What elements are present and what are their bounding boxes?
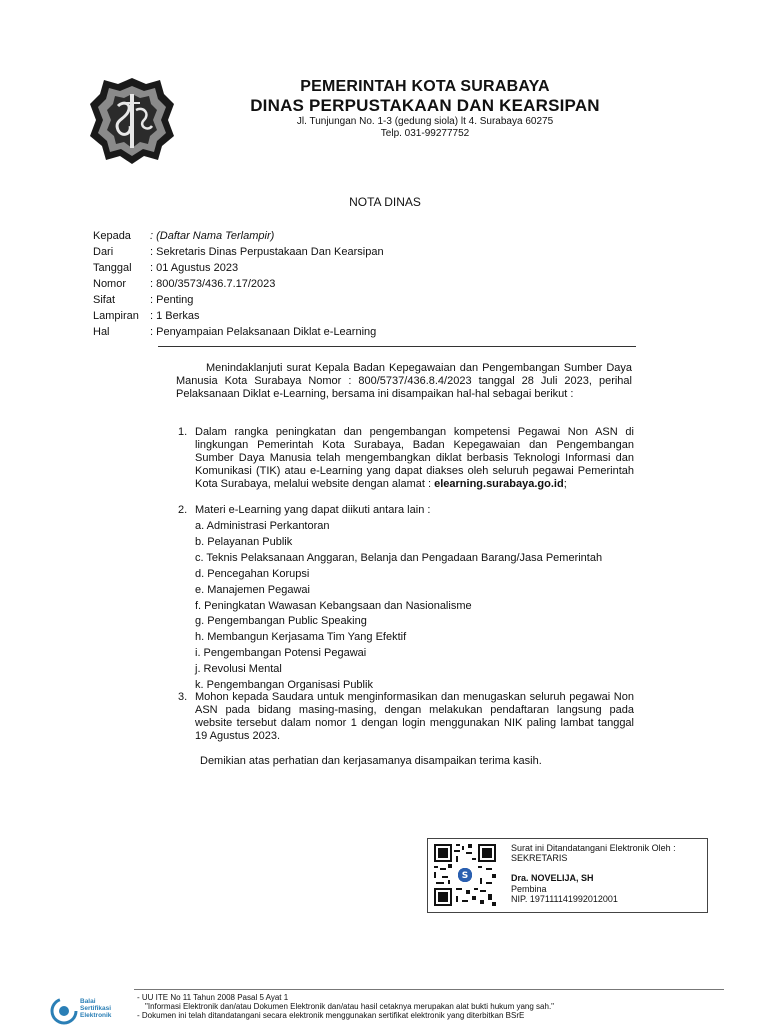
list-item-3-number: 3. bbox=[178, 691, 188, 703]
materi-item: g. Pengembangan Public Speaking bbox=[195, 615, 367, 627]
surabaya-emblem-logo bbox=[88, 76, 176, 166]
letterhead-line1: PEMERINTAH KOTA SURABAYA bbox=[300, 78, 550, 95]
list-item-1-number: 1. bbox=[178, 426, 188, 438]
meta-label-sifat: Sifat bbox=[93, 294, 116, 306]
materi-item: j. Revolusi Mental bbox=[195, 663, 282, 675]
meta-value-dari: : Sekretaris Dinas Perpustakaan Dan Kearsipan bbox=[150, 246, 384, 258]
list-item-3-text: Mohon kepada Saudara untuk menginformasikan dan menugaskan seluruh pegawai Non ASN pada bidang masing-masing, dengan melakukan pendaftaran langsung pada website tersebut dalam nomor 1 dengan login menggunakan NIK paling lambat tanggal 19 Agustus 2023. bbox=[195, 691, 634, 742]
meta-label-hal: Hal bbox=[93, 326, 110, 338]
bsre-label bbox=[80, 998, 111, 1019]
meta-label-lampiran: Lampiran bbox=[93, 310, 139, 322]
bsre-label-line: Sertifikasi bbox=[80, 1005, 112, 1012]
list-item-2-number: 2. bbox=[178, 504, 188, 516]
materi-item: f. Peningkatan Wawasan Kebangsaan dan Nasionalisme bbox=[195, 600, 472, 612]
materi-item: e. Manajemen Pegawai bbox=[195, 584, 310, 596]
meta-value-kepada-text: : (Daftar Nama Terlampir) bbox=[150, 230, 275, 242]
meta-label-nomor: Nomor bbox=[93, 278, 127, 290]
materi-item: i. Pengembangan Potensi Pegawai bbox=[195, 647, 367, 659]
list-item-2 bbox=[178, 504, 634, 517]
meta-value-lampiran: : 1 Berkas bbox=[150, 310, 200, 322]
elearning-url: elearning.surabaya.go.id bbox=[434, 478, 564, 490]
bsre-label-line: Balai bbox=[80, 998, 96, 1005]
signature-caption: Surat ini Ditandatangani Elektronik Oleh : bbox=[511, 843, 676, 853]
signature-position: SEKRETARIS bbox=[511, 853, 568, 863]
materi-item: a. Administrasi Perkantoran bbox=[195, 520, 330, 532]
letterhead-telp: Telp. 031-99277752 bbox=[380, 128, 470, 139]
signer-rank: Pembina bbox=[511, 884, 547, 894]
meta-value-hal: : Penyampaian Pelaksanaan Diklat e-Learning bbox=[150, 326, 377, 338]
list-item-1-text bbox=[195, 426, 634, 491]
document-title: NOTA DINAS bbox=[349, 195, 421, 209]
materi-item: k. Pengembangan Organisasi Publik bbox=[195, 679, 373, 691]
meta-label-kepada: Kepada bbox=[93, 230, 131, 242]
opening-paragraph: Menindaklanjuti surat Kepala Badan Kepegawaian dan Pengembangan Sumber Daya Manusia Kota Surabaya Nomor : 800/5737/436.8.4/2023 tanggal 28 Juli 2023, perihal Pelaksanaan Diklat e-Learning, bersama ini disampaikan hal-hal sebagai berikut : bbox=[176, 362, 632, 400]
closing-paragraph: Demikian atas perhatian dan kerjasamanya disampaikan terima kasih. bbox=[200, 755, 542, 767]
letterhead-address: Jl. Tunjungan No. 1-3 (gedung siola) lt 4. Surabaya 60275 bbox=[296, 116, 554, 127]
footer-line-3: - Dokumen ini telah ditandatangani secara elektronik menggunakan sertifikat elektronik yang diterbitkan BSrE bbox=[137, 1011, 525, 1020]
materi-item: c. Teknis Pelaksanaan Anggaran, Belanja dan Pengadaan Barang/Jasa Pemerintah bbox=[195, 552, 603, 564]
list-item-1-body: Dalam rangka peningkatan dan pengembangan kompetensi Pegawai Non ASN di lingkungan Pemerintah Kota Surabaya, Badan Kepegawaian dan Pengembangan Sumber Daya Manusia telah mengembangkan diklat berbasis Teknologi Informasi dan Komunikasi (TIK) atau e-Learning yang dapat diakses oleh seluruh pegawai Pemerintah Kota Surabaya, melalui website dengan alamat : bbox=[195, 426, 634, 490]
meta-label-dari: Dari bbox=[93, 246, 114, 258]
letterhead-line2: DINAS PERPUSTAKAAN DAN KEARSIPAN bbox=[250, 96, 600, 115]
footer-line-1: - UU ITE No 11 Tahun 2008 Pasal 5 Ayat 1 bbox=[137, 993, 289, 1002]
svg-text:S: S bbox=[461, 871, 469, 881]
materi-item: h. Membangun Kerjasama Tim Yang Efektif bbox=[195, 631, 407, 643]
list-item-1 bbox=[178, 426, 634, 491]
divider-rule bbox=[158, 346, 636, 347]
signer-name: Dra. NOVELIJA, SH bbox=[511, 873, 594, 883]
meta-value-sifat: : Penting bbox=[150, 294, 194, 306]
meta-value-kepada bbox=[150, 228, 630, 244]
materi-item: b. Pelayanan Publik bbox=[195, 536, 293, 548]
qr-code-icon bbox=[432, 842, 498, 908]
meta-value-tanggal: : 01 Agustus 2023 bbox=[150, 262, 239, 274]
list-item-1-end: ; bbox=[563, 478, 567, 490]
signer-nip: NIP. 197111141992012001 bbox=[511, 894, 618, 904]
meta-label-tanggal: Tanggal bbox=[93, 262, 132, 274]
list-item-2-text: Materi e-Learning yang dapat diikuti antara lain : bbox=[195, 504, 431, 516]
footer-line-2: "Informasi Elektronik dan/atau Dokumen Elektronik dan/atau hasil cetaknya merupakan alat bukti hukum yang sah." bbox=[145, 1002, 555, 1011]
footer-rule bbox=[134, 989, 724, 990]
bsre-label-line: Elektronik bbox=[80, 1012, 112, 1019]
bsre-logo-icon bbox=[50, 997, 78, 1025]
meta-value-nomor: : 800/3573/436.7.17/2023 bbox=[150, 278, 276, 290]
list-item-3 bbox=[178, 691, 634, 743]
materi-item: d. Pencegahan Korupsi bbox=[195, 568, 310, 580]
